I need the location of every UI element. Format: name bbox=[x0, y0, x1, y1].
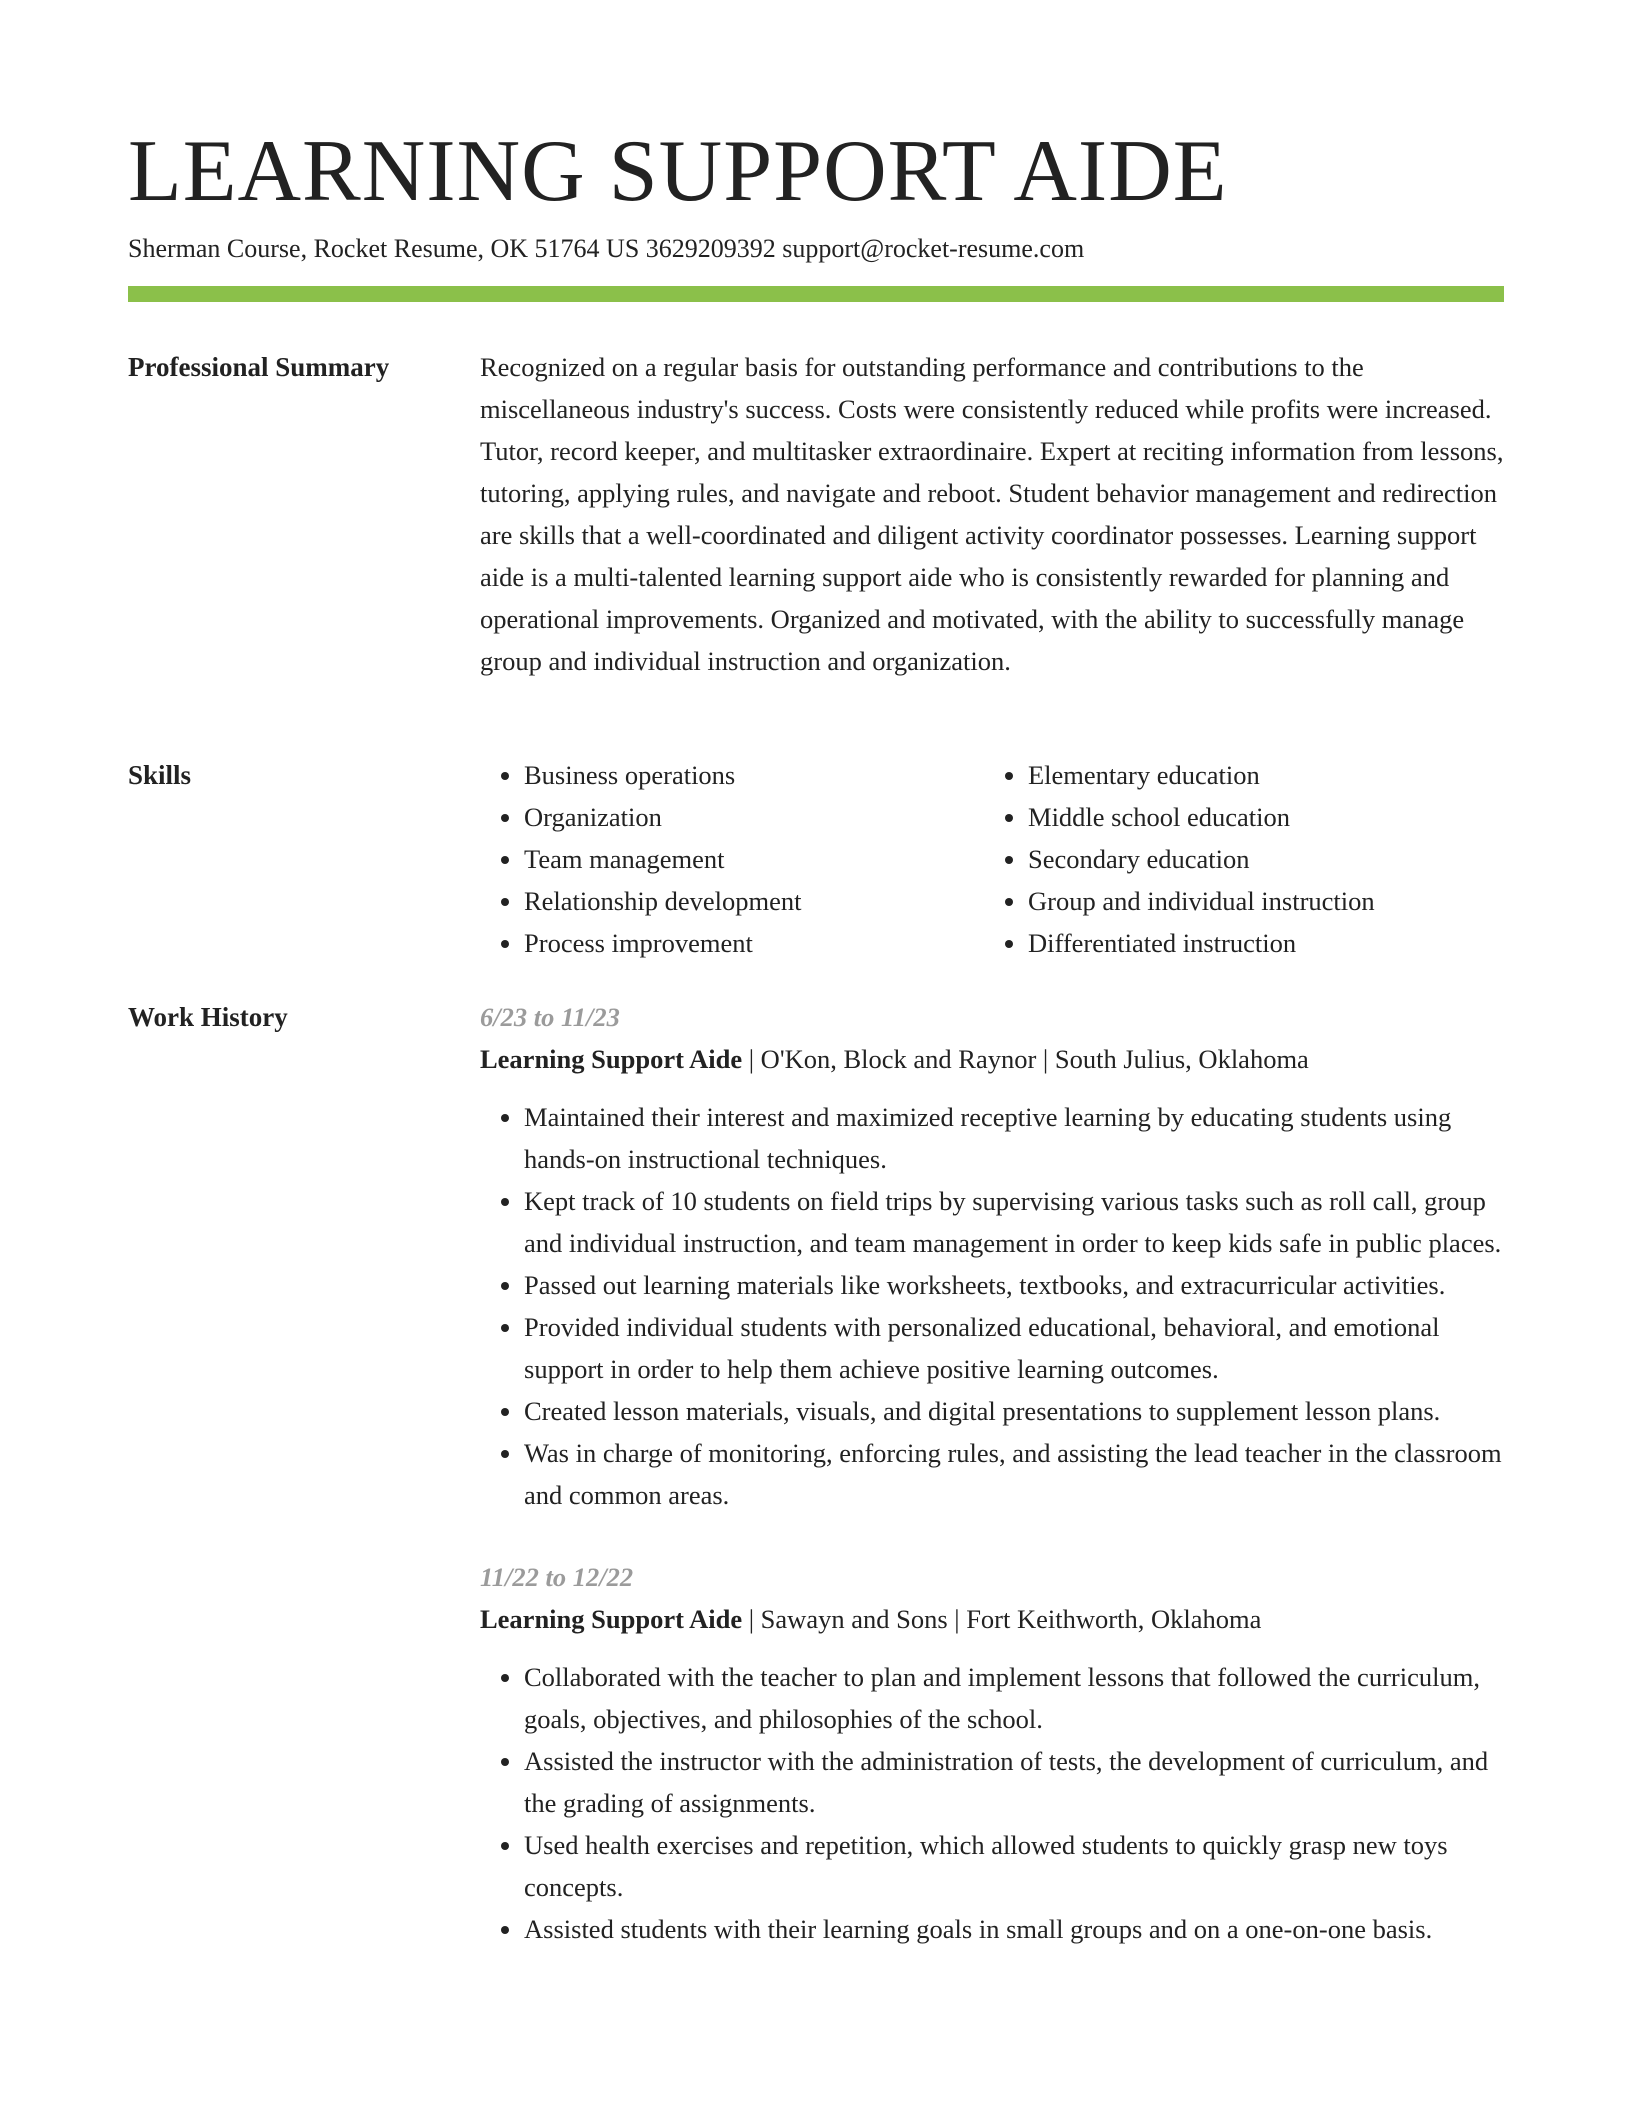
summary-text: Recognized on a regular basis for outstanding performance and contributions to the miscellaneous industry's success. Costs were consistently reduced while profits were increased. Tutor, record keeper, and multitasker extraordinaire. Expert at reciting information from lessons, tutoring, applying rules, and navigate and reboot. Student behavior management and redirection are skills that a well-coordinated and diligent activity coordinator possesses. Learning support aide is a multi-talented learning support aide who is consistently rewarded for planning and operational improvements. Organized and motivated, with the ability to successfully manage group and individual instruction and organization. bbox=[480, 352, 1504, 676]
skill-item: • Differentiated instruction bbox=[1028, 922, 1488, 964]
job-bullet-list bbox=[480, 1096, 1504, 1516]
job-bullet: • Passed out learning materials like worksheets, textbooks, and extracurricular activities. bbox=[524, 1264, 1504, 1306]
work-history-body bbox=[480, 996, 1504, 1990]
skills-list-right bbox=[984, 754, 1488, 964]
contact-info: Sherman Course, Rocket Resume, OK 51764 US 3629209392 support@rocket-resume.com bbox=[128, 234, 1085, 263]
skill-item: • Team management bbox=[524, 838, 984, 880]
job-details: | O'Kon, Block and Raynor | South Julius, Oklahoma bbox=[742, 1044, 1309, 1074]
job-entry bbox=[480, 1556, 1504, 1950]
skill-item: • Business operations bbox=[524, 754, 984, 796]
skill-item: • Elementary education bbox=[1028, 754, 1488, 796]
job-details: | Sawayn and Sons | Fort Keithworth, Oklahoma bbox=[742, 1604, 1262, 1634]
skill-item: • Middle school education bbox=[1028, 796, 1488, 838]
skill-item: • Secondary education bbox=[1028, 838, 1488, 880]
skill-item: • Group and individual instruction bbox=[1028, 880, 1488, 922]
skills-body bbox=[480, 754, 1504, 964]
job-bullet: • Collaborated with the teacher to plan and implement lessons that followed the curriculum, goals, objectives, and philosophies of the school. bbox=[524, 1656, 1504, 1740]
job-title: Learning Support Aide bbox=[480, 1604, 743, 1634]
job-heading bbox=[480, 1598, 1504, 1640]
job-bullet: • Maintained their interest and maximized receptive learning by educating students using hands-on instructional techniques. bbox=[524, 1096, 1504, 1180]
job-heading bbox=[480, 1038, 1504, 1080]
job-bullet: • Created lesson materials, visuals, and digital presentations to supplement lesson plans. bbox=[524, 1390, 1504, 1432]
skills-columns bbox=[480, 754, 1504, 964]
job-bullet: • Assisted students with their learning goals in small groups and on a one-on-one basis. bbox=[524, 1908, 1504, 1950]
skill-item: • Organization bbox=[524, 796, 984, 838]
job-bullet-list bbox=[480, 1656, 1504, 1950]
job-dates: 11/22 to 12/22 bbox=[480, 1562, 634, 1592]
skill-item: • Relationship development bbox=[524, 880, 984, 922]
summary-body bbox=[480, 346, 1504, 682]
job-bullet: • Used health exercises and repetition, which allowed students to quickly grasp new toys concepts. bbox=[524, 1824, 1504, 1908]
skill-item: • Process improvement bbox=[524, 922, 984, 964]
skills-heading: Skills bbox=[128, 760, 192, 790]
work-history-heading: Work History bbox=[128, 1002, 288, 1032]
summary-heading: Professional Summary bbox=[128, 352, 390, 382]
job-bullet: • Assisted the instructor with the administration of tests, the development of curriculum, and the grading of assignments. bbox=[524, 1740, 1504, 1824]
job-bullet: • Was in charge of monitoring, enforcing rules, and assisting the lead teacher in the classroom and common areas. bbox=[524, 1432, 1504, 1516]
job-bullet: • Provided individual students with personalized educational, behavioral, and emotional support in order to help them achieve positive learning outcomes. bbox=[524, 1306, 1504, 1390]
job-bullet: • Kept track of 10 students on field trips by supervising various tasks such as roll call, group and individual instruction, and team management in order to keep kids safe in public places. bbox=[524, 1180, 1504, 1264]
skills-list-left bbox=[480, 754, 984, 964]
job-dates: 6/23 to 11/23 bbox=[480, 1002, 620, 1032]
job-entry bbox=[480, 996, 1504, 1516]
resume-title: LEARNING SUPPORT AIDE bbox=[128, 123, 1228, 220]
job-title: Learning Support Aide bbox=[480, 1044, 743, 1074]
header-divider bbox=[128, 286, 1504, 302]
